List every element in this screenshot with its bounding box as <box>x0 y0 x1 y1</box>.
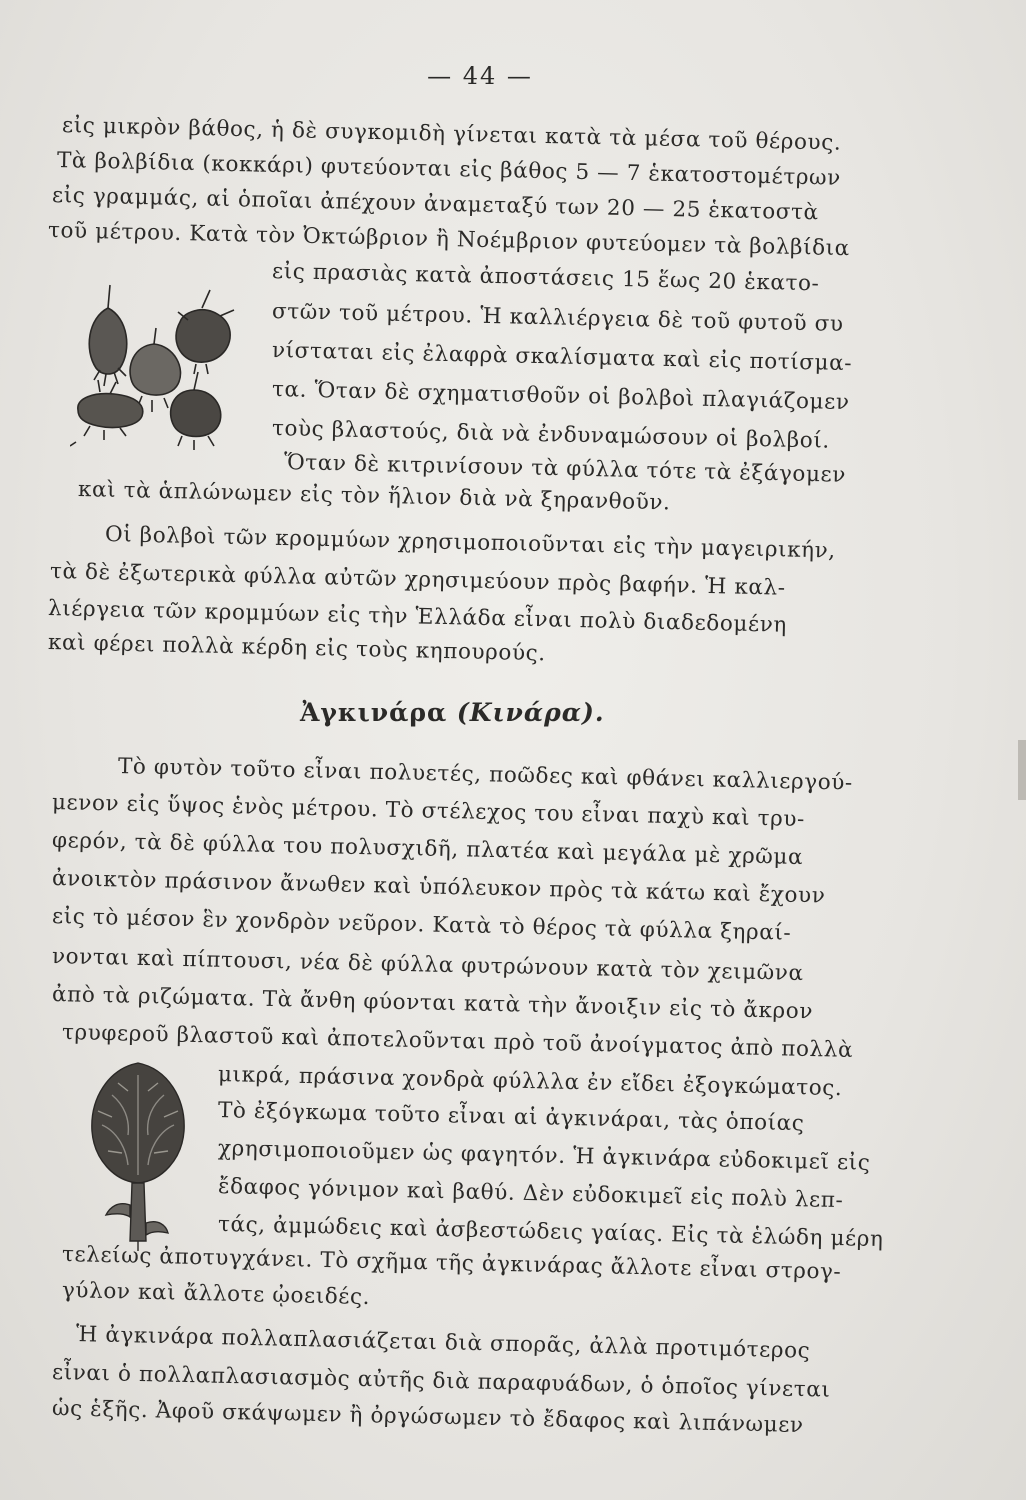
text-line: εἰς τὸ μέσον ἓν χονδρὸν νεῦρον. Κατὰ τὸ θέρος τὰ φύλλα ξηραί- <box>51 904 792 946</box>
text-line: Οἱ βολβοὶ τῶν κρομμύων χρησιμοποιοῦνται εἰς τὴν μαγειρικήν, <box>104 522 837 564</box>
text-line: στῶν τοῦ μέτρου. Ἡ καλλιέργεια δὲ τοῦ φυτοῦ συ <box>271 299 844 337</box>
text-line: νονται καὶ πίπτουσι, νέα δὲ φύλλα φυτρώνουν κατὰ τὸν χειμῶνα <box>51 944 804 987</box>
text-line: ἀνοικτὸν πράσινον ἄνωθεν καὶ ὑπόλευκον πρὸς τὰ κάτω καὶ ἔχουν <box>51 866 826 909</box>
text-line: Ὅταν δὲ κιτρινίσουν τὰ φύλλα τότε τὰ ἐξάγομεν <box>283 450 847 488</box>
text-line: εἰς μικρὸν βάθος, ἡ δὲ συγκομιδὴ γίνεται κατὰ τὰ μέσα τοῦ θέρους. <box>61 113 842 156</box>
text-line: τὰ δὲ ἐξωτερικὰ φύλλα αὐτῶν χρησιμεύουν πρὸς βαφήν. Ἡ καλ- <box>49 559 786 601</box>
text-line: εἰς πρασιὰς κατὰ ἀποστάσεις 15 ἕως 20 ἑκατο- <box>271 259 820 297</box>
text-line: ἔδαφος γόνιμον καὶ βαθύ. Δὲν εὐδοκιμεῖ εἰς πολὺ λεπ- <box>217 1174 844 1214</box>
text-line: μενον εἰς ὕψος ἑνὸς μέτρου. Τὸ στέλεχος του εἶναι παχὺ καὶ τρυ- <box>51 790 806 833</box>
text-line: μικρά, πράσινα χονδρὰ φύλλλα ἐν εἴδει ἐξογκώματος. <box>217 1062 843 1102</box>
text-line: γύλον καὶ ἄλλοτε ᾠοειδές. <box>61 1278 371 1310</box>
text-line: Τὸ φυτὸν τοῦτο εἶναι πολυετές, ποῶδες καὶ φθάνει καλλιεργού- <box>117 754 854 796</box>
text-line: τελείως ἀποτυγχάνει. Τὸ σχῆμα τῆς ἀγκινάρας ἄλλοτε εἶναι στρογ- <box>61 1242 842 1285</box>
text-line: νίσταται εἰς ἐλαφρὰ σκαλίσματα καὶ εἰς ποτίσμα- <box>271 338 853 377</box>
text-line: εἰς γραμμάς, αἱ ὁποῖαι ἀπέχουν ἀναμεταξύ των 20 — 25 ἑκατοστὰ <box>51 183 819 226</box>
text-line: ἀπὸ τὰ ριζώματα. Τὰ ἄνθη φύονται κατὰ τὴν ἄνοιξιν εἰς τὸ ἄκρον <box>51 982 814 1025</box>
text-line: φερόν, τὰ δὲ φύλλα του πολυσχιδῆ, πλατέα καὶ μεγάλα μὲ χρῶμα <box>51 828 804 871</box>
text-line: χρησιμοποιοῦμεν ὡς φαγητόν. Ἡ ἀγκινάρα εὐδοκιμεῖ εἰς <box>217 1136 871 1176</box>
section-heading <box>300 698 605 727</box>
onion-illustration <box>70 280 250 455</box>
text-line: Ἡ ἀγκινάρα πολλαπλασιάζεται διὰ σπορᾶς, ἀλλὰ προτιμότερος <box>75 1322 811 1364</box>
section-title-alt: (Κινάρα). <box>456 698 605 727</box>
text-line: τοῦ μέτρου. Κατὰ τὸν Ὀκτώβριον ἢ Νοέμβριον φυτεύομεν τὰ βολβίδια <box>47 218 851 262</box>
section-title: Ἀγκινάρα <box>300 698 448 727</box>
page-edge-mark <box>1018 740 1026 800</box>
text-line: εἶναι ὁ πολλαπλασιασμὸς αὐτῆς διὰ παραφυάδων, ὁ ὁποῖος γίνεται <box>51 1360 831 1403</box>
text-line: τάς, ἀμμώδεις καὶ ἀσβεστώδεις γαίας. Εἰς τὰ ἑλώδη μέρη <box>217 1212 884 1253</box>
text-line: Τὰ βολβίδια (κοκκάρι) φυτεύονται εἰς βάθος 5 — 7 ἑκατοστομέτρων <box>56 148 842 191</box>
text-line: ὡς ἑξῆς. Ἀφοῦ σκάψωμεν ἢ ὀργώσωμεν τὸ ἔδαφος καὶ λιπάνωμεν <box>51 1396 804 1439</box>
page-number: — 44 — <box>427 62 533 90</box>
text-line: λιέργεια τῶν κρομμύων εἰς τὴν Ἑλλάδα εἶναι πολὺ διαδεδομένη <box>47 596 788 638</box>
text-line: τρυφεροῦ βλαστοῦ καὶ ἀποτελοῦνται πρὸ τοῦ ἀνοίγματος ἀπὸ πολλὰ <box>61 1020 854 1063</box>
artichoke-illustration <box>68 1055 208 1255</box>
text-line: καὶ τὰ ἁπλώνωμεν εἰς τὸν ἥλιον διὰ νὰ ξηρανθοῦν. <box>77 477 671 516</box>
text-line: τα. Ὅταν δὲ σχηματισθοῦν οἱ βολβοὶ πλαγιάζομεν <box>271 377 850 416</box>
text-line: καὶ φέρει πολλὰ κέρδη εἰς τοὺς κηπουρούς. <box>47 630 547 667</box>
text-line: Τὸ ἐξόγκωμα τοῦτο εἶναι αἱ ἀγκινάραι, τὰς ὁποίας <box>217 1098 805 1137</box>
text-line: τοὺς βλαστούς, διὰ νὰ ἐνδυναμώσουν οἱ βολβοί. <box>271 416 831 454</box>
